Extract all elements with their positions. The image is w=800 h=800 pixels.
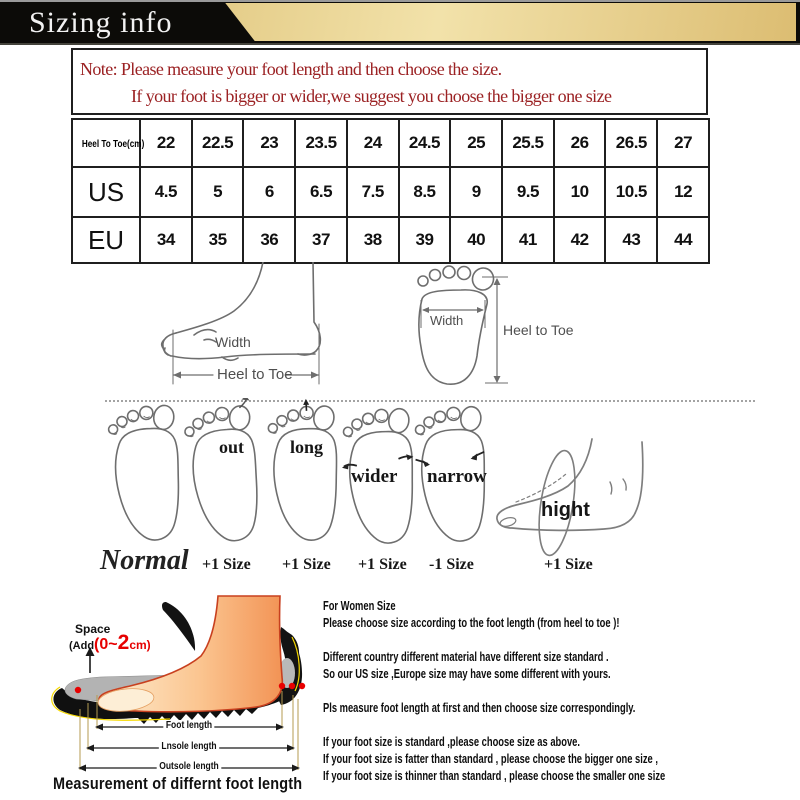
size-cell: 10.5 bbox=[605, 167, 657, 217]
row-header-eu: EU bbox=[72, 217, 140, 263]
size-cell: 26 bbox=[554, 119, 606, 167]
advice-line: Please choose size according to the foot length (from heel to toe )! bbox=[323, 615, 620, 630]
advice-group bbox=[323, 597, 665, 631]
out-size-label: +1 Size bbox=[202, 556, 251, 573]
advice-group bbox=[323, 733, 665, 784]
size-cell: 24 bbox=[347, 119, 399, 167]
foot-length-label: Foot length bbox=[163, 720, 214, 731]
size-cell: 42 bbox=[554, 217, 606, 263]
page-title: Sizing info bbox=[29, 6, 173, 39]
size-cell: 10 bbox=[554, 167, 606, 217]
size-cell: 41 bbox=[502, 217, 554, 263]
space-label: Space bbox=[75, 622, 111, 636]
advice-group bbox=[323, 699, 665, 716]
size-cell: 23 bbox=[243, 119, 295, 167]
size-cell: 9.5 bbox=[502, 167, 554, 217]
table-row bbox=[72, 119, 709, 167]
row-header-heel-to-toe: Heel To Toe(cm) bbox=[72, 119, 140, 167]
outsole-length-label: Outsole length bbox=[157, 761, 222, 772]
note-line-2: If your foot is bigger or wider,we suggest you choose the bigger one size bbox=[131, 86, 612, 106]
advice-line: Different country different material have different size standard . bbox=[323, 649, 609, 664]
foot-hight-label: hight bbox=[541, 499, 590, 521]
side-heel-to-toe-label: Heel to Toe bbox=[217, 366, 293, 383]
size-cell: 27 bbox=[657, 119, 709, 167]
size-cell: 8.5 bbox=[399, 167, 451, 217]
advice-line: For Women Size bbox=[323, 598, 396, 613]
foot-long bbox=[267, 398, 343, 542]
narrow-size-label: -1 Size bbox=[429, 556, 474, 573]
table-row bbox=[72, 217, 709, 263]
size-advice-text bbox=[323, 597, 665, 800]
top-width-label: Width bbox=[430, 313, 464, 328]
size-cell: 35 bbox=[192, 217, 244, 263]
size-cell: 39 bbox=[399, 217, 451, 263]
brand-header bbox=[0, 0, 800, 45]
advice-line: Pls measure foot length at first and then choose size correspondingly. bbox=[323, 700, 636, 715]
normal-label: Normal bbox=[100, 545, 189, 576]
insole-length-label: Lnsole length bbox=[159, 741, 219, 752]
row-header-us: US bbox=[72, 167, 140, 217]
size-cell: 6 bbox=[243, 167, 295, 217]
table-row bbox=[72, 167, 709, 217]
foot-normal bbox=[107, 403, 187, 544]
side-width-label: Width bbox=[215, 334, 251, 350]
size-cell: 43 bbox=[605, 217, 657, 263]
size-cell: 40 bbox=[450, 217, 502, 263]
size-chart-table bbox=[71, 118, 710, 264]
length-diagram-caption: Measurement of differnt foot length bbox=[53, 774, 303, 793]
foot-narrow-label: narrow bbox=[427, 466, 487, 487]
size-cell: 6.5 bbox=[295, 167, 347, 217]
size-cell: 4.5 bbox=[140, 167, 192, 217]
size-cell: 34 bbox=[140, 217, 192, 263]
hight-size-label: +1 Size bbox=[544, 556, 593, 573]
top-heel-to-toe-label: Heel to Toe bbox=[503, 322, 574, 338]
foot-wider-label: wider bbox=[351, 466, 398, 487]
note-line-1: Note: Please measure your foot length and then choose the size. bbox=[80, 59, 502, 79]
long-size-label: +1 Size bbox=[282, 556, 331, 573]
size-cell: 37 bbox=[295, 217, 347, 263]
size-cell: 44 bbox=[657, 217, 709, 263]
size-cell: 25 bbox=[450, 119, 502, 167]
size-cell: 22.5 bbox=[192, 119, 244, 167]
foot-out-label: out bbox=[219, 437, 245, 457]
foot-out bbox=[182, 398, 267, 545]
size-cell: 25.5 bbox=[502, 119, 554, 167]
advice-line: So our US size ,Europe size may have some different with yours. bbox=[323, 666, 611, 681]
size-cell: 7.5 bbox=[347, 167, 399, 217]
size-cell: 12 bbox=[657, 167, 709, 217]
size-cell: 5 bbox=[192, 167, 244, 217]
size-cell: 24.5 bbox=[399, 119, 451, 167]
wider-size-label: +1 Size bbox=[358, 556, 407, 573]
size-cell: 26.5 bbox=[605, 119, 657, 167]
size-cell: 23.5 bbox=[295, 119, 347, 167]
advice-group bbox=[323, 648, 665, 682]
advice-line: If your foot size is fatter than standard , please choose the bigger one size , bbox=[323, 751, 658, 766]
size-cell: 22 bbox=[140, 119, 192, 167]
size-cell: 9 bbox=[450, 167, 502, 217]
foot-long-label: long bbox=[290, 437, 324, 457]
advice-line: If your foot size is thinner than standard , please choose the smaller one size bbox=[323, 768, 666, 783]
add-range-label: (Add(0~2cm) bbox=[69, 631, 151, 654]
size-cell: 38 bbox=[347, 217, 399, 263]
size-cell: 36 bbox=[243, 217, 295, 263]
advice-line: If your foot size is standard ,please choose size as above. bbox=[323, 734, 580, 749]
note-box bbox=[71, 48, 708, 115]
